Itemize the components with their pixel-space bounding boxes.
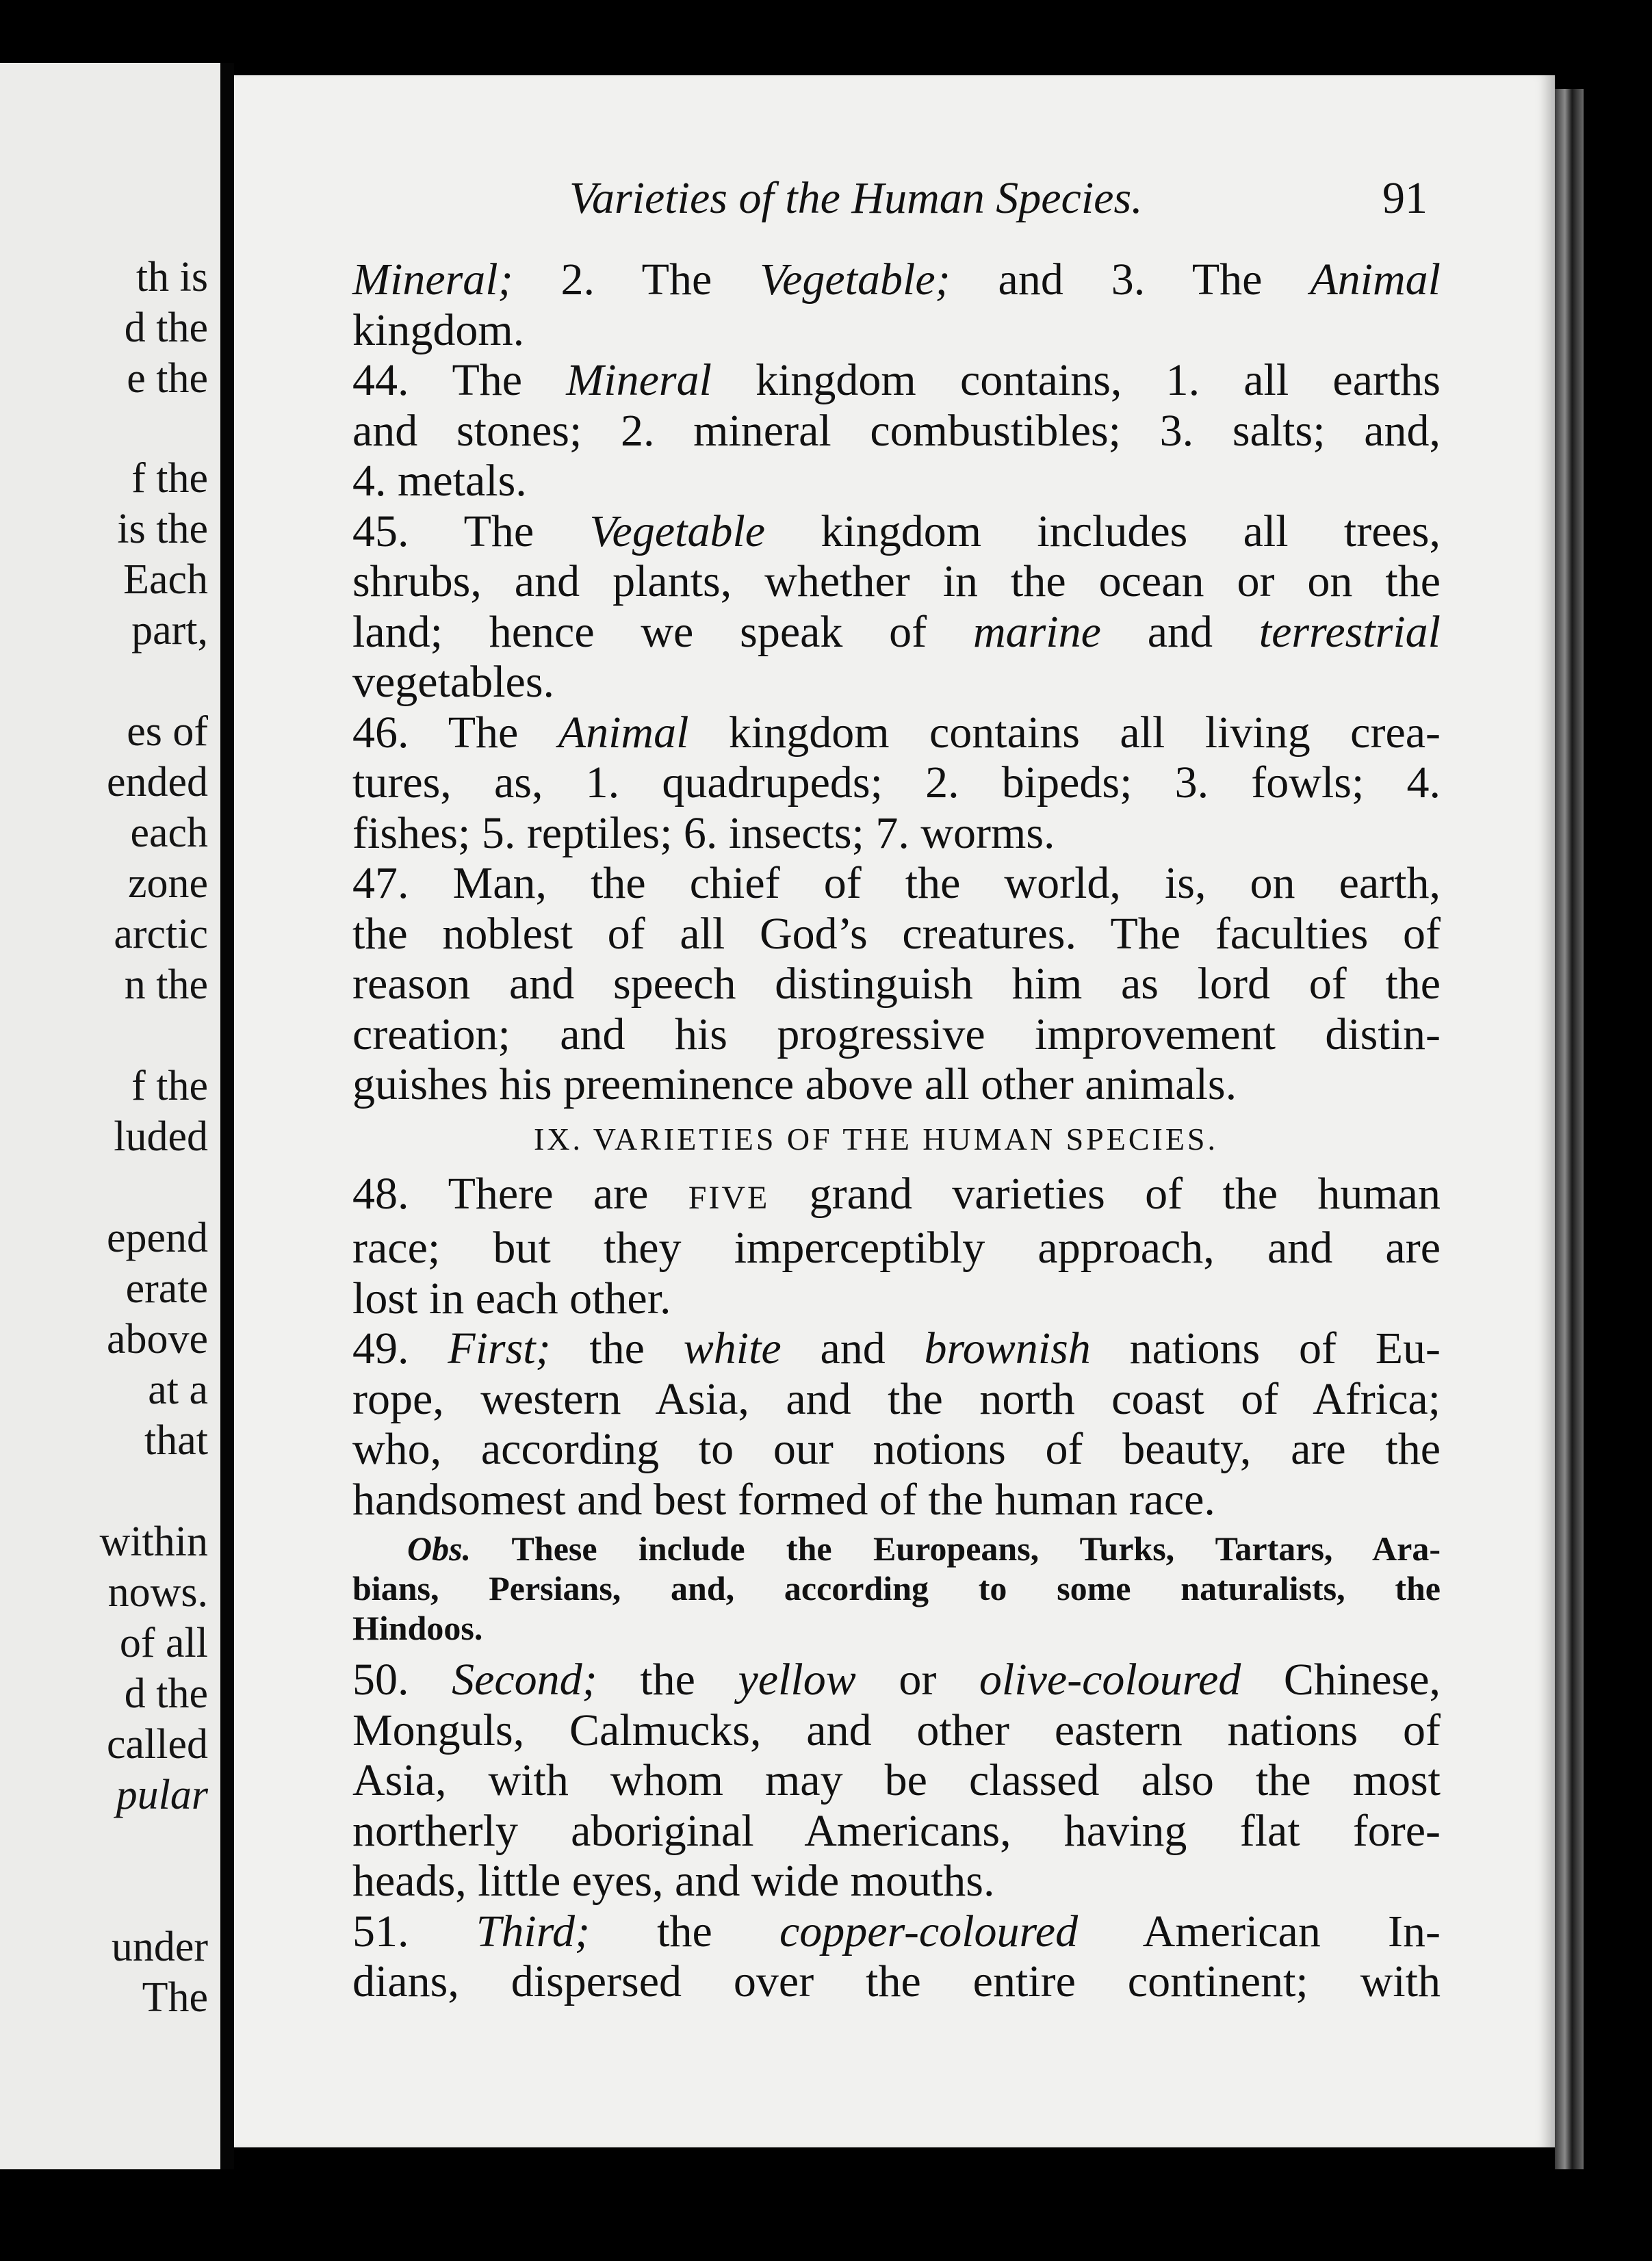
- left-page-fragment: d the: [124, 1670, 208, 1717]
- text-run: and 3. The: [950, 255, 1311, 305]
- running-head-title: Varieties of the Human Species.: [569, 173, 1143, 223]
- italic-text: Third;: [476, 1906, 590, 1956]
- text-line: race; but they imperceptibly approach, and are: [352, 1223, 1441, 1273]
- text-run: 50.: [352, 1655, 452, 1705]
- left-page-fragment: arctic: [114, 911, 208, 957]
- paragraph-45: [352, 506, 1441, 708]
- text-line: Asia, with whom may be classed also the most: [352, 1755, 1441, 1805]
- section-heading: IX. VARIETIES OF THE HUMAN SPECIES.: [533, 1121, 1219, 1157]
- italic-text: Second;: [452, 1655, 597, 1705]
- left-page-fragment: Each: [123, 556, 208, 603]
- text-line: 4. metals.: [352, 456, 527, 506]
- left-page-fragment: e the: [127, 355, 208, 402]
- left-page-fragment: d the: [124, 305, 208, 351]
- observation-note: [352, 1529, 1441, 1648]
- text-run: kingdom contains all living crea-: [688, 707, 1441, 758]
- left-page-fragment: of all: [119, 1620, 208, 1666]
- text-line: tures, as, 1. quadrupeds; 2. bipeds; 3. fowls; 4.: [352, 758, 1441, 808]
- left-page-fragment: is the: [117, 506, 208, 552]
- left-page-fragment: under: [111, 1924, 208, 1970]
- text-line: reason and speech distinguish him as lord of the: [352, 959, 1441, 1009]
- paragraph-50: [352, 1655, 1441, 1907]
- left-page-fragment: f the: [131, 1063, 208, 1109]
- italic-text: Animal: [558, 707, 689, 758]
- left-page-fragment: part,: [131, 607, 208, 654]
- text-line: and stones; 2. mineral combustibles; 3. salts; and,: [352, 405, 1441, 456]
- text-line: kingdom.: [352, 305, 525, 355]
- text-run: grand varieties of the human: [769, 1168, 1441, 1219]
- left-page-fragment: es of: [127, 708, 208, 755]
- paragraph-46: [352, 708, 1441, 859]
- text-line: heads, little eyes, and wide mouths.: [352, 1856, 995, 1906]
- page-edge-shadow: [1555, 89, 1584, 2169]
- left-page-fragment: zone: [127, 860, 208, 907]
- paragraph-44: [352, 355, 1441, 506]
- text-run: 49.: [352, 1323, 448, 1373]
- text-line: the noblest of all God’s creatures. The faculties of: [352, 908, 1441, 959]
- text-run: the: [550, 1323, 684, 1373]
- italic-text: brownish: [924, 1323, 1091, 1373]
- text-run: 46. The: [352, 707, 558, 758]
- text-line: [352, 1323, 1441, 1374]
- paragraph-47: [352, 858, 1441, 1110]
- text-line: guishes his preeminence above all other animals.: [352, 1059, 1237, 1109]
- page-body: [352, 255, 1441, 2007]
- italic-text: Vegetable;: [760, 255, 951, 305]
- left-page-fragment: n the: [124, 961, 208, 1008]
- left-page-edge: [0, 63, 220, 2169]
- text-line: rope, western Asia, and the north coast of Africa;: [352, 1373, 1441, 1424]
- paragraph-51: [352, 1907, 1441, 2007]
- text-line: 47. Man, the chief of the world, is, on earth,: [352, 858, 1441, 908]
- text-run: the: [597, 1655, 738, 1705]
- text-line: bians, Persians, and, according to some naturalists, the: [352, 1569, 1441, 1607]
- text-line: fishes; 5. reptiles; 6. insects; 7. worms.: [352, 808, 1055, 858]
- left-page-fragment: f the: [131, 455, 208, 502]
- italic-text: Animal: [1310, 255, 1441, 305]
- text-line: [352, 1907, 1441, 1957]
- italic-text: white: [683, 1323, 782, 1373]
- italic-text: copper-coloured: [779, 1906, 1079, 1956]
- italic-text: First;: [448, 1323, 551, 1373]
- text-run: 44. The: [352, 355, 567, 405]
- text-line: Monguls, Calmucks, and other eastern nations of: [352, 1705, 1441, 1755]
- italic-text: yellow: [738, 1655, 856, 1705]
- italic-text: marine: [972, 606, 1101, 657]
- text-line: shrubs, and plants, whether in the ocean or on the: [352, 556, 1441, 606]
- text-run: land; hence we speak of: [352, 606, 973, 657]
- text-line: dians, dispersed over the entire continent; with: [352, 1956, 1441, 2006]
- text-run: and: [1100, 606, 1259, 657]
- text-run: Chinese,: [1241, 1655, 1441, 1705]
- left-page-fragment: at a: [148, 1367, 208, 1413]
- text-line: [352, 708, 1441, 758]
- text-line: [352, 506, 1441, 557]
- left-page-fragment: th is: [135, 254, 208, 300]
- book-gutter: [220, 63, 234, 2169]
- left-page-fragment: erate: [125, 1265, 208, 1312]
- left-page-fragment: luded: [114, 1113, 208, 1160]
- text-run: nations of Eu-: [1090, 1323, 1441, 1373]
- text-run: kingdom contains, 1. all earths: [711, 355, 1441, 405]
- text-run: or: [855, 1655, 979, 1705]
- text-line: handsomest and best formed of the human race.: [352, 1474, 1215, 1525]
- paragraph-43: [352, 255, 1441, 355]
- text-line: [352, 1655, 1441, 1705]
- left-page-fragment: called: [106, 1721, 208, 1768]
- paragraph-49: [352, 1323, 1441, 1525]
- italic-text: Obs.: [407, 1529, 472, 1568]
- text-line: [352, 255, 1441, 305]
- running-head: [0, 172, 1437, 234]
- text-run: American In-: [1078, 1906, 1441, 1956]
- italic-text: terrestrial: [1259, 606, 1441, 657]
- left-page-fragment: within: [99, 1519, 208, 1565]
- text-line: [352, 607, 1441, 658]
- text-run: 51.: [352, 1906, 476, 1956]
- paragraph-48: [352, 1169, 1441, 1324]
- text-line: Hindoos.: [352, 1609, 483, 1647]
- text-run: 48. There are: [352, 1168, 688, 1219]
- left-page-fragment: epend: [106, 1215, 208, 1261]
- left-page-fragment: The: [142, 1974, 208, 2021]
- text-line: [352, 1529, 1441, 1568]
- left-page-fragment: ended: [106, 759, 208, 805]
- left-page-fragment: each: [130, 810, 208, 856]
- italic-text: olive-coloured: [979, 1655, 1241, 1705]
- left-page-fragment: that: [144, 1417, 208, 1464]
- text-run: and: [781, 1323, 925, 1373]
- text-run: the: [589, 1906, 779, 1956]
- text-line: [352, 1169, 1441, 1224]
- left-page-fragment: above: [106, 1316, 208, 1362]
- italic-text: Vegetable: [589, 506, 766, 556]
- text-line: creation; and his progressive improvement distin-: [352, 1009, 1441, 1059]
- text-run: 2. The: [513, 255, 760, 305]
- text-run: 45. The: [352, 506, 590, 556]
- page-number: 91: [1382, 173, 1428, 223]
- small-caps-text: FIVE: [688, 1179, 770, 1216]
- text-run: These include the Europeans, Turks, Tartars, Ara-: [471, 1529, 1441, 1568]
- left-page-fragment: nows.: [107, 1569, 208, 1616]
- italic-text: Mineral;: [352, 255, 513, 305]
- italic-text: Mineral: [566, 355, 712, 405]
- left-page-fragment: pular: [116, 1772, 208, 1818]
- text-line: lost in each other.: [352, 1273, 671, 1323]
- text-line: northerly aboriginal Americans, having flat fore-: [352, 1805, 1441, 1856]
- text-line: vegetables.: [352, 657, 555, 707]
- text-line: who, according to our notions of beauty, are the: [352, 1424, 1441, 1474]
- text-line: [352, 355, 1441, 406]
- text-run: kingdom includes all trees,: [765, 506, 1441, 556]
